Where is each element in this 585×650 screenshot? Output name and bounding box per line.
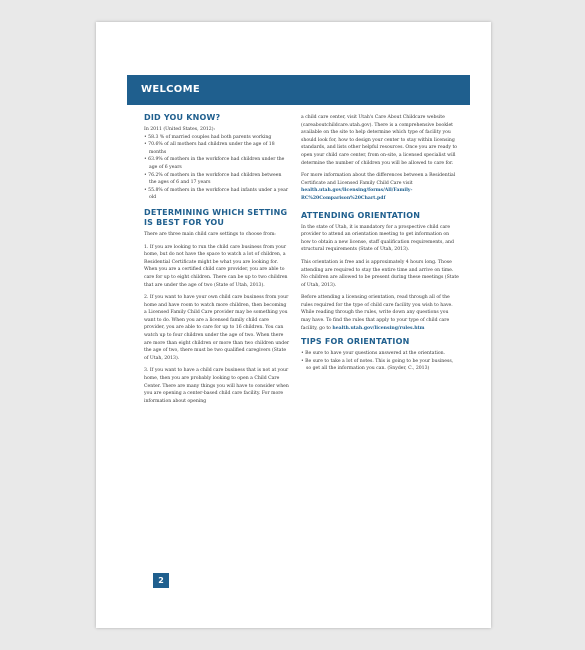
orientation-paragraph-3 (301, 294, 459, 332)
rules-text: Before attending a licensing orientation, read through all of the rules required for the type of child care facility you wish to have. While reading through the rules, write down any questions you may have. To find the rules that apply to your type of child care facility, go to (301, 295, 453, 331)
rules-link[interactable]: health.utah.gov/licensing/rules.htm (332, 325, 425, 331)
stats-intro: In 2011 (United States, 2012): (144, 127, 216, 132)
tips-heading: TIPS FOR ORIENTATION (301, 337, 410, 347)
list-item: • 76.2% of mothers in the workforce had children between the ages of 6 and 17 years (144, 172, 282, 186)
child-care-center-paragraph: 3. If you want to have a child care business that is not at your home, then you are probably looking to open a Child Care Center. There are many things you will have to consider when you are opening a center-based child care facility. For more information about opening (144, 368, 289, 404)
list-item: • Be sure to take a lot of notes. This is going to be your business, so get all the information you can. (Snyder, C., 2013) (301, 358, 454, 372)
comparison-text: For more information about the differences between a Residential Certificate and Licensed Family Child Care visit (301, 173, 456, 186)
orientation-paragraph-2: This orientation is free and is approximately 4 hours long. Those attending are required to stay the entire time and arrive on time. No children are allowed to be present during these meetings (State of Utah, 2013). (301, 259, 459, 288)
stats-list (144, 134, 290, 202)
settings-intro: There are three main child care settings to choose from: (144, 231, 276, 237)
left-column (144, 113, 290, 410)
continued-paragraph: a child care center, visit Utah's Care About Childcare website (careaboutchildcare.utah.gov). There is a comprehensive booklet available on the site to help determine which type of facility you should look for, how to design your center to stay within licensing standards, and lists other helpful resources. Once you are ready to open your child care center, from on-site, a licensed specialist will determine the number of children you will be allowed to care for. (301, 115, 458, 166)
residential-certificate-paragraph: 1. If you are looking to run the child care business from your home, but do not have the space to watch a lot of children, a Residential Certificate might be what you are looking for. When you are a certified child care provider, you are able to care for up to eight children. There can be up to two children that are under the age of two (State of Utah, 2013). (144, 244, 288, 288)
welcome-banner (127, 75, 470, 105)
tips-list (301, 350, 459, 373)
list-item: • Be sure to have your questions answered at the orientation. (301, 351, 446, 357)
did-you-know-heading: DID YOU KNOW? (144, 113, 221, 122)
right-column (301, 114, 459, 379)
banner-title: WELCOME (141, 84, 200, 95)
comparison-chart-link[interactable]: health.utah.gov/licensing/forms/All/Family-RC%20Comparison%20Chart.pdf (301, 188, 413, 201)
list-item: • 55.8% of mothers in the workforce had infants under a year old (144, 187, 289, 201)
licensed-family-paragraph: 2. If you want to have your own child care business from your home and have room to watch more children, then becoming a Licensed Family Child Care provider may be something you want to do. When you are a licensed family child care provider, you are able to care for up to 16 children. You can watch up to four children under the age of two. When there are more than eight children or more than two children under the age of two, there must be two qualified caregivers (State of Utah, 2013). (144, 295, 290, 361)
page-number: 2 (153, 573, 169, 588)
comparison-paragraph (301, 172, 459, 202)
list-item: • 70.6% of all mothers had children under the age of 18 months (144, 142, 275, 155)
determining-setting-heading: DETERMINING WHICH SETTING IS BEST FOR YOU (144, 207, 288, 227)
attending-orientation-heading: ATTENDING ORIENTATION (301, 210, 421, 220)
list-item: • 63.9% of mothers in the workforce had children under the age of 6 years (144, 157, 285, 170)
list-item: • 58.3 % of married couples had both parents working (144, 134, 272, 140)
orientation-paragraph-1: In the state of Utah, it is mandatory for a prospective child care provider to attend an orientation meeting to get information on how to obtain a new license, staff qualification requirements, and structural requirements (State of Utah, 2013). (301, 224, 454, 253)
